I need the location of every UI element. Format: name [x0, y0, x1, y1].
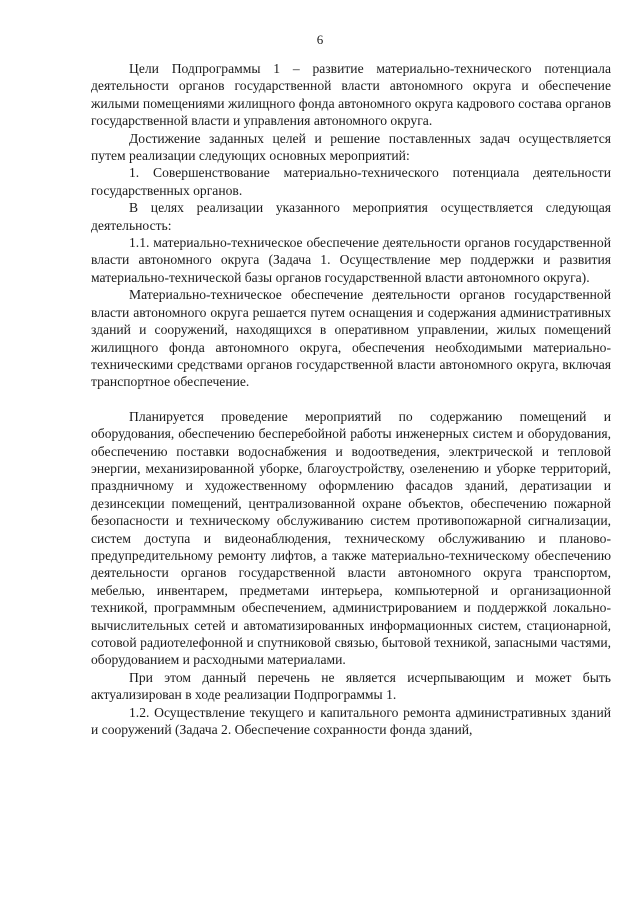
paragraph-support-description: Материально-техническое обеспечение деятельности органов государственной власти автономного округа решается путем оснащения и содержания административных зданий и сооружений, находящихся в оперативном управлении, жилых помещений жилищного фонда автономного округа, обеспечения необходимыми материально-техническими средствами органов государственной власти автономного округа, включая транспортное обеспечение. [91, 287, 611, 390]
document-body [91, 60, 611, 738]
paragraph-achievement: Достижение заданных целей и решение поставленных задач осуществляется путем реализации следующих основных мероприятий: [91, 130, 611, 164]
paragraph-planned-activities: Планируется проведение мероприятий по содержанию помещений и оборудования, обеспечению бесперебойной работы инженерных систем и оборудования, обеспечению поставки водоснабжения и водоотведения, электрической и тепловой энергии, механизированной уборке, благоустройству, озеленению и уборке территорий, праздничному и художественному оформлению фасадов зданий, дератизации и дезинсекции помещений, централизованной охране объектов, обеспечению пожарной безопасности и техническому обслуживанию систем противопожарной сигнализации, систем доступа и видеонаблюдения, техническому обслуживанию и планово-предупредительному ремонту лифтов, а также материально-техническому обеспечению деятельности органов государственной власти автономного округа транспортом, мебелью, инвентарем, предметами интерьера, компьютерной и организационной техникой, программным обеспечением, администрированием и поддержкой локально-вычислительных сетей и автоматизированных информационных систем, стационарной, сотовой радиотелефонной и спутниковой связью, бытовой техникой, запасными частями, оборудованием и расходными материалами. [91, 408, 611, 668]
paragraph-item-1-2: 1.2. Осуществление текущего и капитального ремонта административных зданий и сооружений (Задача 2. Обеспечение сохранности фонда зданий, [91, 704, 611, 738]
paragraph-item-1-1: 1.1. материально-техническое обеспечение деятельности органов государственной власти автономного округа (Задача 1. Осуществление мер поддержки и развития материально-технической базы органов государственной власти автономного округа). [91, 235, 611, 285]
paragraph-goals: Цели Подпрограммы 1 – развитие материально-технического потенциала деятельности органов государственной власти автономного округа и обеспечение жилыми помещениями жилищного фонда автономного округа кадрового состава органов государственной власти и управления автономного округа. [91, 61, 611, 129]
paragraph-activity-intro: В целях реализации указанного мероприятия осуществляется следующая деятельность: [91, 200, 611, 233]
page-number: 6 [316, 32, 324, 47]
paragraph-list-note: При этом данный перечень не является исчерпывающим и может быть актуализирован в ходе реализации Подпрограммы 1. [91, 669, 611, 703]
paragraph-measure-1: 1. Совершенствование материально-технического потенциала деятельности государственных органов. [91, 165, 611, 198]
